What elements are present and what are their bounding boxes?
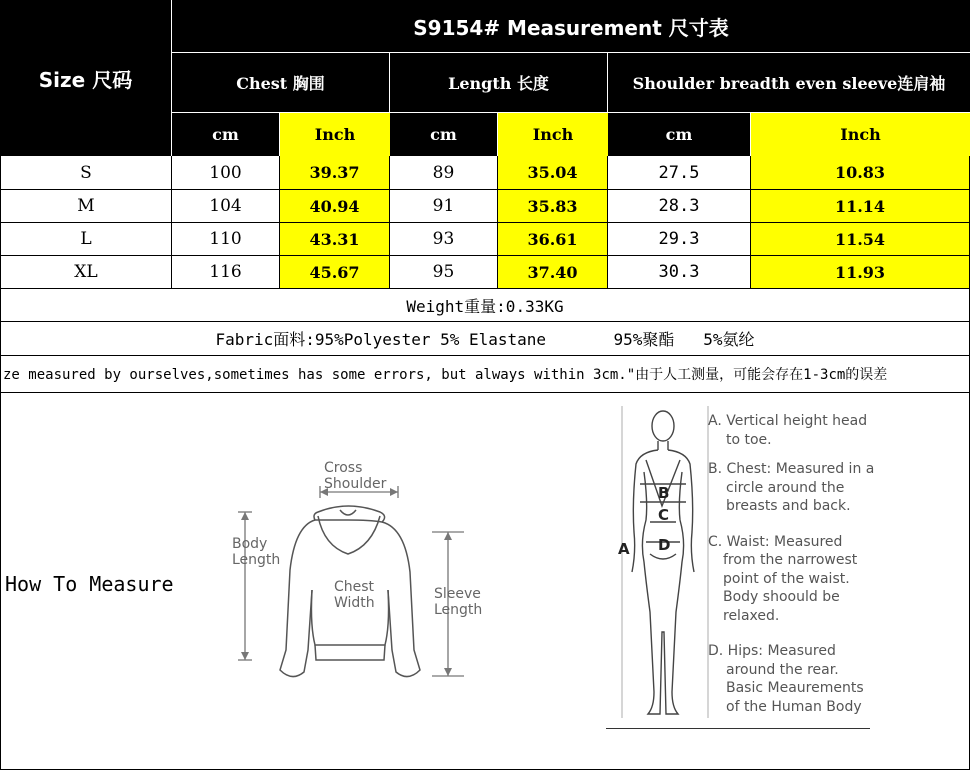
unit-shoulder-inch: Inch bbox=[751, 113, 970, 156]
cross-shoulder-label: Shoulder bbox=[324, 476, 387, 492]
table-cell: 93 bbox=[390, 223, 498, 256]
body-diagram bbox=[610, 402, 720, 732]
note-row: ze measured by ourselves,sometimes has some errors, but always within 3cm."由于人工测量，可能会存在1-3cm的误差 bbox=[0, 356, 970, 393]
unit-chest-cm: cm bbox=[172, 113, 280, 156]
table-cell: 89 bbox=[390, 156, 498, 190]
chest-width-label: Chest bbox=[334, 579, 375, 595]
sleeve-length-label: Sleeve bbox=[434, 586, 481, 602]
table-cell: 11.54 bbox=[751, 223, 970, 256]
unit-length-cm: cm bbox=[390, 113, 498, 156]
body-letter-a: A bbox=[618, 540, 630, 558]
instruction-c: C. Waist: Measured from the narrowest point of the waist. Body shoould be relaxed. bbox=[708, 533, 858, 624]
table-cell: 43.31 bbox=[280, 223, 390, 256]
instruction-a: A. Vertical height head to toe. bbox=[708, 413, 868, 448]
sleeve-length-label: Length bbox=[434, 602, 483, 618]
table-cell: 11.93 bbox=[751, 256, 970, 289]
table-cell: 30.3 bbox=[608, 256, 751, 289]
body-letter-d: D bbox=[658, 536, 671, 554]
sweater-diagram bbox=[220, 450, 500, 690]
body-letter-b: B bbox=[658, 484, 670, 502]
body-diagram-baseline bbox=[606, 728, 870, 729]
size-cell: L bbox=[0, 223, 172, 256]
unit-shoulder-cm: cm bbox=[608, 113, 751, 156]
table-cell: 104 bbox=[172, 190, 280, 223]
table-cell: 40.94 bbox=[280, 190, 390, 223]
table-cell: 37.40 bbox=[498, 256, 608, 289]
group-length: Length 长度 bbox=[390, 53, 608, 113]
chest-width-label: Width bbox=[334, 595, 375, 611]
fabric-row: Fabric面料:95%Polyester 5% Elastane 95%聚酯 5%氨纶 bbox=[0, 322, 970, 356]
body-letter-c: C bbox=[658, 506, 670, 524]
table-cell: 116 bbox=[172, 256, 280, 289]
group-shoulder-sleeve: Shoulder breadth even sleeve连肩袖 bbox=[608, 53, 970, 113]
size-cell: S bbox=[0, 156, 172, 190]
table-cell: 35.04 bbox=[498, 156, 608, 190]
instructions bbox=[708, 412, 874, 716]
unit-length-inch: Inch bbox=[498, 113, 608, 156]
table-title: S9154# Measurement 尺寸表 bbox=[172, 0, 970, 53]
size-cell: XL bbox=[0, 256, 172, 289]
table-cell: 110 bbox=[172, 223, 280, 256]
table-cell: 100 bbox=[172, 156, 280, 190]
table-cell: 95 bbox=[390, 256, 498, 289]
table-cell: 11.14 bbox=[751, 190, 970, 223]
table-cell: 39.37 bbox=[280, 156, 390, 190]
unit-chest-inch: Inch bbox=[280, 113, 390, 156]
table-cell: 29.3 bbox=[608, 223, 751, 256]
how-to-measure-label: How To Measure bbox=[5, 572, 174, 596]
group-chest: Chest 胸围 bbox=[172, 53, 390, 113]
table-cell: 36.61 bbox=[498, 223, 608, 256]
table-cell: 35.83 bbox=[498, 190, 608, 223]
body-length-label: Body bbox=[232, 536, 268, 552]
cross-shoulder-label: Cross bbox=[324, 460, 363, 476]
weight-row: Weight重量:0.33KG bbox=[0, 289, 970, 322]
instruction-b: B. Chest: Measured in a circle around the breasts and back. bbox=[708, 461, 875, 514]
size-header: Size 尺码 bbox=[0, 0, 172, 156]
table-cell: 10.83 bbox=[751, 156, 970, 190]
instruction-d: D. Hips: Measured around the rear. Basic Meaurements of the Human Body bbox=[708, 643, 864, 715]
table-cell: 28.3 bbox=[608, 190, 751, 223]
body-length-label: Length bbox=[232, 552, 281, 568]
table-cell: 45.67 bbox=[280, 256, 390, 289]
table-cell: 27.5 bbox=[608, 156, 751, 190]
table-cell: 91 bbox=[390, 190, 498, 223]
size-cell: M bbox=[0, 190, 172, 223]
